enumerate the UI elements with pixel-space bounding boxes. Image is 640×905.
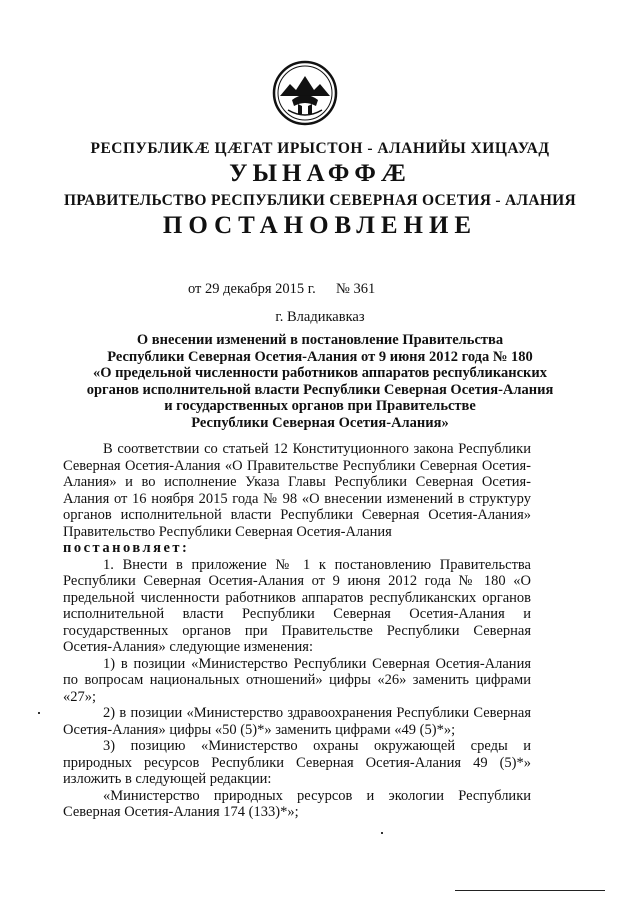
subitem-1-paragraph: 1) в позиции «Министерство Республики Северная Осетия-Алания по вопросам национальных отношений» цифры «26» заменить цифрами «27»; [63,655,531,705]
document-title [60,332,580,431]
header-russian-government: ПРАВИТЕЛЬСТВО РЕСПУБЛИКИ СЕВЕРНАЯ ОСЕТИЯ - АЛАНИЯ [63,192,577,209]
document-date: от 29 декабря 2015 г. [188,281,316,297]
subitem-3-paragraph: 3) позицию «Министерство охраны окружающей среды и природных ресурсов Республики Северная Осетия-Алания 49 (5)*» изложить в следующей редакции: [63,738,531,787]
decree-word: постановляет: [63,540,190,556]
quote-paragraph: «Министерство природных ресурсов и экологии Республики Северная Осетия-Алания 174 (133)*»; [63,787,531,820]
item-1-paragraph: 1. Внести в приложение № 1 к постановлению Правительства Республики Северная Осетия-Алания от 9 июня 2012 года № 180 «О предельной численности работников аппаратов республиканских органов исполнительной власти Республики Северная Осетия-Алания и государственных органов при Правительстве Республики Северная Осетия-Алания» следующие изменения: [63,556,531,655]
intro-paragraph: В соответствии со статьей 12 Конституционного закона Республики Северная Осетия-Алания «О Правительстве Республики Северная Осетия-Алания» и во исполнение Указа Главы Республики Северная Осетия-Алания от 16 ноября 2015 года № 98 «О внесении изменений в структуру органов исполнительной власти Республики Северная Осетия-Алания» Правительство Республики Северная Осетия-Алания [63,441,531,540]
scan-speck [381,832,383,834]
header-ossetian-decree-word: УЫНАФФӔ [229,160,411,187]
subitem-2-paragraph: 2) в позиции «Министерство здравоохранения Республики Северная Осетия-Алания» цифры «50 (5)*» заменить цифрами «49 (5)*»; [63,705,531,738]
header-russian-decree-word: ПОСТАНОВЛЕНИЕ [162,212,478,239]
coat-of-arms-emblem-icon [268,60,342,126]
title-line: О внесении изменений в постановление Правительства [136,332,504,348]
title-line: и государственных органов при Правительстве [164,398,476,414]
scan-speck [38,712,40,714]
title-line: Республики Северная Осетия-Алания от 9 июня 2012 года № 180 [107,348,533,365]
title-line: Республики Северная Осетия-Алания» [191,414,449,431]
footer-rule [455,890,605,891]
document-city: г. Владикавказ [275,309,365,325]
decree-word-paragraph [63,540,531,557]
document-number: № 361 [336,281,376,297]
document-body [63,441,531,821]
header-ossetian-government: РЕСПУБЛИКӔ ЦӔГАТ ИРЫСТОН - АЛАНИЙЫ ХИЦАУАД [90,140,550,157]
title-line: «О предельной численности работников аппаратов республиканских [92,365,548,381]
title-line: органов исполнительной власти Республики Северная Осетия-Алания [86,381,554,398]
